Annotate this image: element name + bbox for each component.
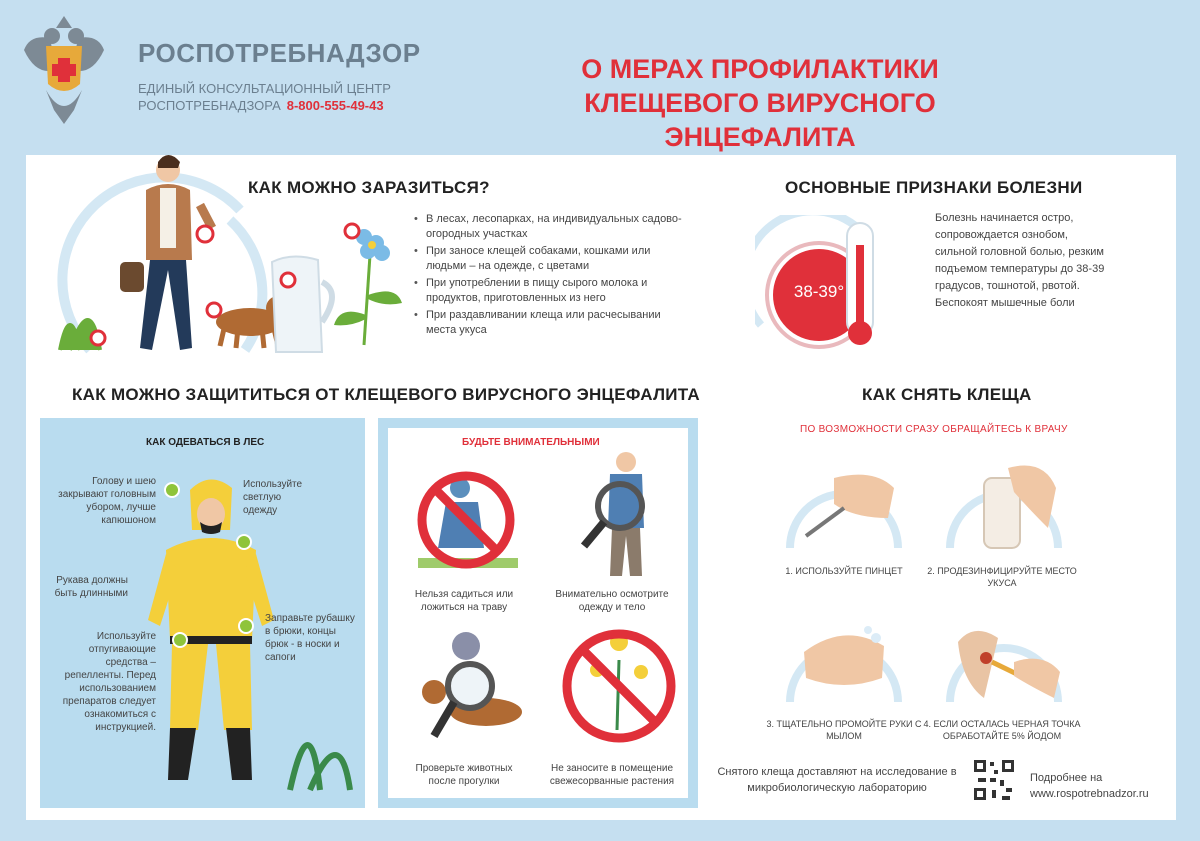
- flower-icon: [320, 215, 410, 355]
- remove-heading: КАК СНЯТЬ КЛЕЩА: [862, 385, 1032, 404]
- org-sub-line1: ЕДИНЫЙ КОНСУЛЬТАЦИОННЫЙ ЦЕНТР: [138, 81, 391, 96]
- pet-check-icon: [406, 628, 536, 748]
- dress-sleeves-text: Рукава должны быть длинными: [54, 575, 128, 599]
- main-title: [500, 52, 1020, 154]
- infection-heading: КАК МОЖНО ЗАРАЗИТЬСЯ?: [248, 178, 490, 197]
- signs-heading: ОСНОВНЫЕ ПРИЗНАКИ БОЛЕЗНИ: [785, 178, 1083, 197]
- infection-item-forest: • В лесах, лесопарках, на индивидуальных садово-огородных участках: [414, 212, 684, 242]
- infection-item-pets: • При заносе клещей собаками, кошками или людьми – на одежде, с цветами: [414, 244, 684, 274]
- org-sub-line2: РОСПОТРЕБНАДЗОРА: [138, 98, 281, 113]
- careful-plants-text: Не заносите в помещение свежесорванные растения: [549, 763, 675, 787]
- org-subtitle: [138, 80, 391, 114]
- careful-grass-text: Нельзя садиться или ложиться на траву: [414, 589, 514, 613]
- temperature-label: 38-39°: [793, 282, 845, 301]
- remove-subheading: ПО ВОЗМОЖНОСТИ СРАЗУ ОБРАЩАЙТЕСЬ К ВРАЧУ: [800, 424, 1068, 435]
- dress-repellent-text: Используйте отпугивающие средства – репелленты. Перед использованием препаратов следует ознакомиться с инструкцией.: [62, 631, 156, 733]
- iodine-icon: [944, 602, 1064, 712]
- tweezers-icon: [784, 448, 904, 558]
- hotline-phone: 8-800-555-49-43: [286, 98, 384, 113]
- org-name: РОСПОТРЕБНАДЗОР: [138, 38, 421, 68]
- infection-item-milk: • При употреблении в пищу сырого молока и продуктов, приготовленных из него: [414, 276, 684, 306]
- signs-text: Болезнь начинается остро, сопровождается ознобом, сильной головной болью, резким подъемом температуры до 38-39 градусов, тошнотой, рвотой. Беспокоят мышечные боли: [935, 212, 1105, 309]
- site-link[interactable]: www.rospotrebnadzor.ru: [1030, 788, 1149, 800]
- dress-heading: КАК ОДЕВАТЬСЯ В ЛЕС: [146, 437, 265, 448]
- more-text: Подробнее на: [1030, 772, 1103, 784]
- careful-check-text: Внимательно осмотрите одежду и тело: [555, 589, 669, 613]
- step3-text: 3. ТЩАТЕЛЬНО ПРОМОЙТЕ РУКИ С МЫЛОМ: [766, 719, 922, 741]
- protect-heading: КАК МОЖНО ЗАЩИТИТЬСЯ ОТ КЛЕЩЕВОГО ВИРУСНОГО ЭНЦЕФАЛИТА: [72, 385, 701, 404]
- handwash-icon: [784, 602, 904, 712]
- lab-text: Снятого клеща доставляют на исследование в микробиологическую лабораторию: [717, 766, 957, 794]
- dress-light-text: Используйте светлую одежду: [243, 479, 303, 516]
- emblem-icon: [16, 10, 112, 128]
- infection-item-crush: • При раздавливании клеща или расчесывании места укуса: [414, 308, 684, 338]
- dress-head-text: Голову и шею закрывают головным убором, лучше капюшоном: [58, 476, 156, 526]
- step2-text: 2. ПРОДЕЗИНФИЦИРУЙТЕ МЕСТО УКУСА: [927, 566, 1077, 588]
- no-flowers-icon: [557, 620, 687, 750]
- careful-pets-text: Проверьте животных после прогулки: [415, 763, 513, 787]
- step1-text: 1. ИСПОЛЬЗУЙТЕ ПИНЦЕТ: [785, 566, 903, 576]
- disinfect-icon: [944, 448, 1064, 558]
- magnifier-icon: [566, 448, 666, 578]
- qr-code-icon[interactable]: [972, 758, 1016, 802]
- step4-text: 4. ЕСЛИ ОСТАЛАСЬ ЧЕРНАЯ ТОЧКА ОБРАБОТАЙТЕ 5% ЙОДОМ: [923, 719, 1081, 741]
- dress-tuck-text: Заправьте рубашку в брюки, концы брюк - в носки и сапоги: [265, 613, 355, 663]
- title-line1: О МЕРАХ ПРОФИЛАКТИКИ: [581, 54, 939, 84]
- title-line2: КЛЕЩЕВОГО ВИРУСНОГО ЭНЦЕФАЛИТА: [584, 88, 936, 152]
- infection-list: [414, 212, 684, 340]
- no-sitting-icon: [408, 458, 528, 578]
- careful-heading: БУДЬТЕ ВНИМАТЕЛЬНЫМИ: [462, 437, 600, 448]
